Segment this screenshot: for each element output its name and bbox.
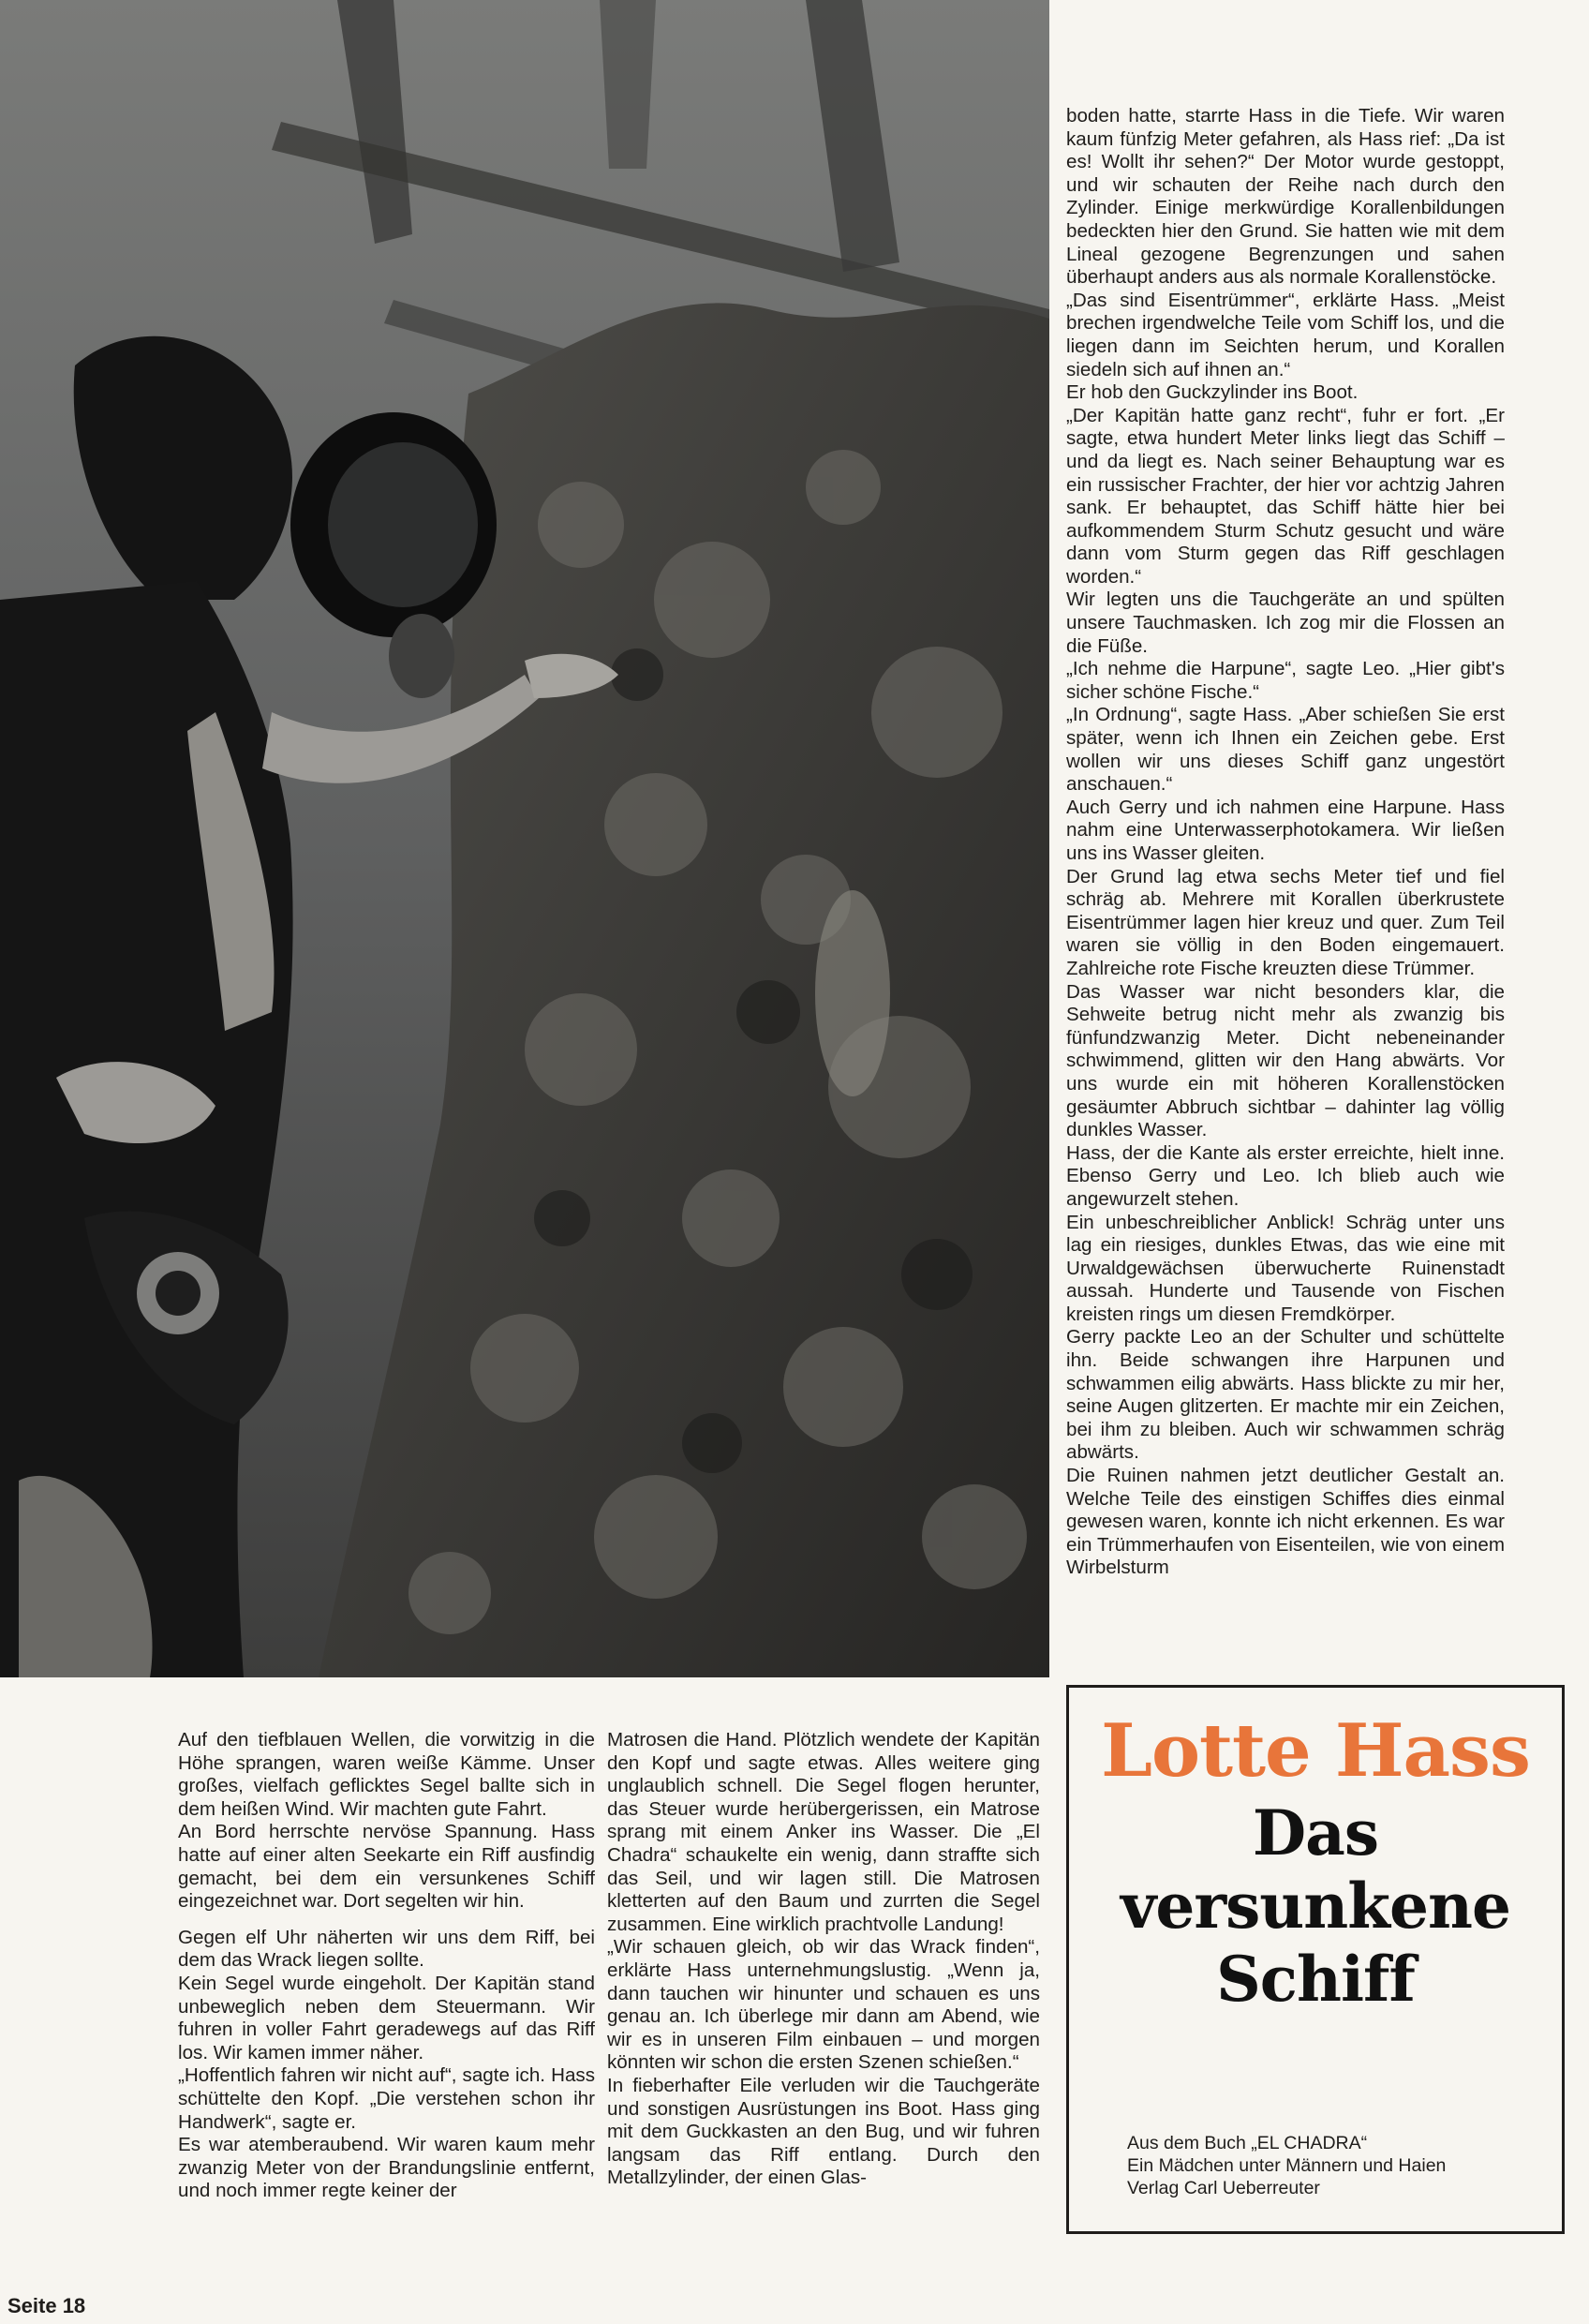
author-name: Lotte Hass <box>1101 1708 1530 1794</box>
paragraph: „Ich nehme die Harpune“, sagte Leo. „Hier gibt's sicher schöne Fische.“ <box>1066 658 1505 703</box>
paragraph: Wir legten uns die Tauchgeräte an und spülten unsere Tauchmasken. Ich zog mir die Flossen an die Füße. <box>1066 588 1505 657</box>
diver-photo <box>0 0 1049 1677</box>
paragraph: In fieberhafter Eile verluden wir die Tauchgeräte und sonstigen Ausrüstungen ins Boot. Hass ging mit dem Guckkasten an den Bug, und wir fuhren langsam das Riff entlang. Durch den Metallzylinder, der einen Glas- <box>607 2074 1040 2189</box>
paragraph: „In Ordnung“, sagte Hass. „Aber schießen Sie erst später, wenn ich Ihnen ein Zeichen gebe. Erst wollen wir uns dieses Schiff ganz ungestört anschauen.“ <box>1066 704 1505 796</box>
paragraph: „Wir schauen gleich, ob wir das Wrack finden“, erklärte Hass unternehmungslustig. „Wenn ja, dann tauchen wir hinunter und schauen es uns genau an. Ich überlege mir dann am Abend, wie wir es in unseren Film einbauen – und morgen könnten wir schon die ersten Szenen schießen.“ <box>607 1936 1040 2074</box>
source-line: Verlag Carl Ueberreuter <box>1127 2178 1320 2198</box>
article-right-column <box>1066 105 1505 1580</box>
paragraph: Es war atemberaubend. Wir waren kaum mehr zwanzig Meter von der Brandungslinie entfernt, und noch immer regte keiner der <box>178 2134 595 2202</box>
paragraph: Auch Gerry und ich nahmen eine Harpune. Hass nahm eine Unterwasserphotokamera. Wir ließen uns ins Wasser gleiten. <box>1066 796 1505 864</box>
source-line: Aus dem Buch „EL CHADRA“ <box>1127 2133 1368 2153</box>
book-source <box>1127 2132 1446 2199</box>
page-number: Seite 18 <box>7 2294 86 2317</box>
article-bottom-middle-column <box>607 1729 1040 2190</box>
title-line: versunkene <box>1121 1870 1510 1943</box>
paragraph: Kein Segel wurde eingeholt. Der Kapitän stand unbeweglich neben dem Steuermann. Wir fuhren in voller Fahrt geradewegs auf das Riff los. Wir kamen immer näher. <box>178 1972 595 2063</box>
paragraph: Die Ruinen nahmen jetzt deutlicher Gestalt an. Welche Teile des einstigen Schiffes dies einmal gewesen waren, konnte ich nicht erkennen. Es war ein Trümmerhaufen von Eisenteilen, wie von einem Wirbelsturm <box>1066 1465 1505 1579</box>
paragraph: Gerry packte Leo an der Schulter und schüttelte ihn. Beide schwangen ihre Harpunen und schwammen eilig abwärts. Hass blickte zu mir her, seine Augen glitzerten. Er machte mir ein Zeichen, bei ihm zu bleiben. Auch wir schwammen schräg abwärts. <box>1066 1326 1505 1464</box>
paragraph: Ein unbeschreiblicher Anblick! Schräg unter uns lag ein riesiges, dunkles Etwas, das wie eine mit Urwaldgewächsen überwucherte Ruinenstadt aussah. Hunderte und Tausende von Fischen kreisten rings um diesen Fremdkörper. <box>1066 1211 1505 1325</box>
title-line: Schiff <box>1216 1943 1415 2016</box>
title-line: Das <box>1252 1796 1379 1870</box>
article-title <box>1069 1796 1562 2016</box>
paragraph: Der Grund lag etwa sechs Meter tief und fiel schräg ab. Mehrere mit Korallen überkrustete Eisentrümmer lagen hier kreuz und quer. Zum Teil waren sie völlig in den Boden eingemauert. Zahlreiche rote Fische kreuzten diese Trümmer. <box>1066 865 1505 979</box>
paragraph: Das Wasser war nicht besonders klar, die Sehweite betrug nicht mehr als zwanzig bis fünfundzwanzig Meter. Dicht nebeneinander schwimmend, glitten wir den Hang abwärts. Vor uns wurde ein mit höheren Korallenstöcken gesäumter Abbruch sichtbar – dahinter lag völlig dunkles Wasser. <box>1066 980 1505 1141</box>
paragraph: Matrosen die Hand. Plötzlich wendete der Kapitän den Kopf und sagte etwas. Alles weitere ging unglaublich schnell. Die Segel flogen herunter, das Steuer wurde herübergerissen, ein Matrose sprang mit einem Anker ins Wasser. Die „El Chadra“ schaukelte ein wenig, dann straffte sich das Seil, und wir lagen still. Die Matrosen kletterten auf den Baum und zurrten die Segel zusammen. Eine wirklich prachtvolle Landung! <box>607 1729 1040 1935</box>
paragraph: Auf den tiefblauen Wellen, die vorwitzig in die Höhe sprangen, waren weiße Kämme. Unser großes, vielfach geflicktes Segel ballte sich in dem heißen Wind. Wir machten gute Fahrt. <box>178 1729 595 1820</box>
article-bottom-left-column <box>178 1729 595 2203</box>
diver-photo-icon <box>0 0 1049 1677</box>
paragraph: „Das sind Eisentrümmer“, erklärte Hass. „Meist brechen irgendwelche Teile vom Schiff los, und die liegen dann im Seichten herum, und Korallen siedeln sich auf ihnen an.“ <box>1066 289 1505 380</box>
paragraph: „Der Kapitän hatte ganz recht“, fuhr er fort. „Er sagte, etwa hundert Meter links liegt das Schiff – und da liegt es. Nach seiner Behauptung war es ein russischer Frachter, der hier vor achtzig Jahren sank. Er behauptet, das Schiff hätte hier bei aufkommendem Sturm Schutz gesucht und wäre dann vom Sturm gegen das Riff geschlagen worden.“ <box>1066 404 1505 588</box>
title-box <box>1066 1685 1565 2234</box>
paragraph: Gegen elf Uhr näherten wir uns dem Riff, bei dem das Wrack liegen sollte. <box>178 1926 595 1972</box>
paragraph: „Hoffentlich fahren wir nicht auf“, sagte ich. Hass schüttelte den Kopf. „Die verstehen schon ihr Handwerk“, sagte er. <box>178 2064 595 2133</box>
paragraph: Hass, der die Kante als erster erreichte, hielt inne. Ebenso Gerry und Leo. Ich blieb auch wie angewurzelt stehen. <box>1066 1141 1505 1210</box>
paragraph: Er hob den Guckzylinder ins Boot. <box>1066 381 1359 404</box>
source-line: Ein Mädchen unter Männern und Haien <box>1127 2155 1447 2176</box>
paragraph: An Bord herrschte nervöse Spannung. Hass hatte auf einer alten Seekarte ein Riff ausfindig gemacht, bei dem ein versunkenes Schiff eingezeichnet war. Dort segelten wir hin. <box>178 1821 595 1913</box>
paragraph: boden hatte, starrte Hass in die Tiefe. Wir waren kaum fünfzig Meter gefahren, als Hass rief: „Da ist es! Wollt ihr sehen?“ Der Motor wurde gestoppt, und wir schauten der Reihe nach durch den Zylinder. Einige merkwürdige Korallenbildungen bedeckten hier den Grund. Sie hatten wie mit dem Lineal gezogene Begrenzungen und sahen überhaupt anders aus als normale Korallenstöcke. <box>1066 105 1505 289</box>
